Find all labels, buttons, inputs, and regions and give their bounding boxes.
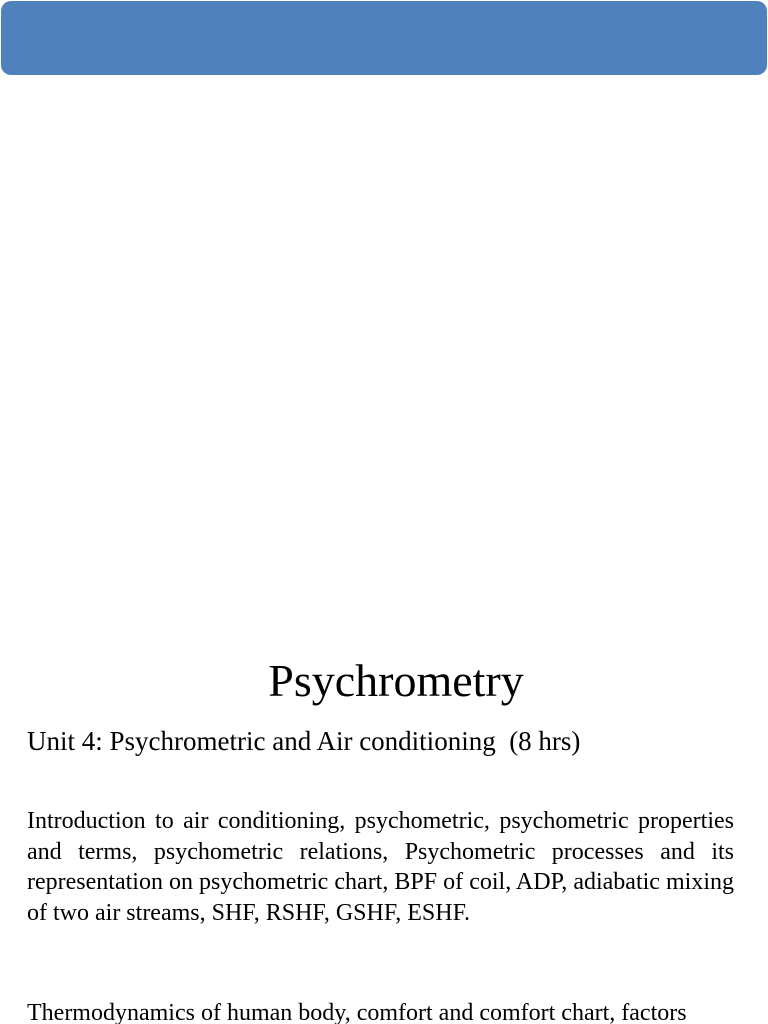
slide-title: Psychrometry — [268, 655, 524, 706]
header-bar — [1, 1, 767, 75]
paragraph-introduction: Introduction to air conditioning, psychometric, psychometric properties and terms, psychometric relations, Psychometric processes and its representation on psychometric chart, BPF of coil, ADP, adiabatic mixing of two air streams, SHF, RSHF, GSHF, ESHF. — [27, 808, 734, 926]
unit-heading: Unit 4: Psychrometric and Air conditioning (8 hrs) — [27, 726, 581, 756]
paragraph-thermodynamics: Thermodynamics of human body, comfort and comfort chart, factors — [27, 1000, 687, 1024]
